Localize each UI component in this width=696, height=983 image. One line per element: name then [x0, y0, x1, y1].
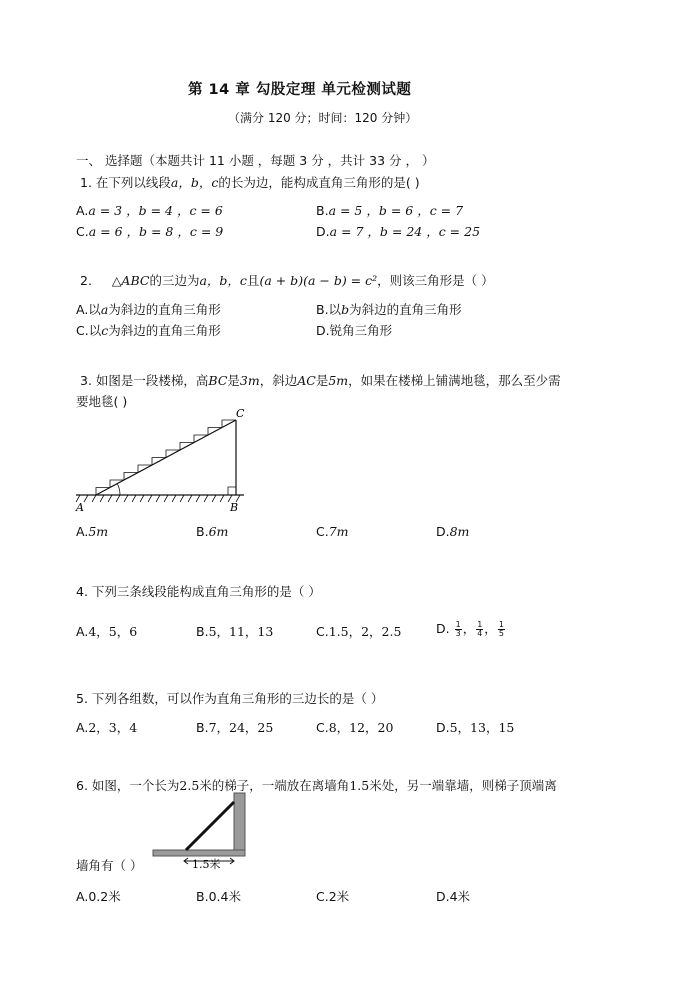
- q6-option-b[interactable]: [196, 887, 241, 905]
- q4-option-d[interactable]: D. $\frac{1}{3}$ ， $\frac{1}{4}$ ， $\frac{1}{5}$: [436, 620, 504, 638]
- question-6-stem: [76, 776, 557, 794]
- page-title: 第 14 章 勾股定理 单元检测试题: [188, 82, 412, 98]
- option-value: 8m: [449, 524, 470, 539]
- option-value: 5m: [88, 524, 109, 539]
- question-2-stem: [80, 271, 494, 289]
- q6-length: 2.5米: [179, 778, 212, 793]
- option-expr: a = 7 ，b = 24 ，c = 25: [329, 224, 481, 239]
- q2-equation: (a + b)(a − b) = c²: [259, 273, 378, 288]
- option-label: B.: [196, 524, 209, 539]
- question-5-stem: 5. 下列各组数，可以作为直角三角形的三边长的是（ ）: [76, 691, 384, 706]
- q6-option-a[interactable]: [76, 887, 121, 905]
- q2-option-c[interactable]: [76, 321, 221, 339]
- q6-option-c[interactable]: [316, 887, 349, 905]
- option-value: 6m: [208, 524, 229, 539]
- option-label: C.: [316, 624, 329, 639]
- q5-option-a[interactable]: [76, 718, 137, 736]
- q2-vars: a，b，c: [199, 273, 247, 288]
- q2-number: 2.: [80, 273, 92, 288]
- option-label: D.: [436, 524, 450, 539]
- q1-mid: 的长为边，能构成直角三角形的是( ): [218, 175, 420, 190]
- q3-text: ，如果在楼梯上铺满地毯，那么至少需: [348, 373, 561, 388]
- q3-bc: BC: [208, 373, 228, 388]
- option-value: 0.4米: [208, 889, 241, 904]
- option-text: 为斜边的直角三角形: [108, 302, 221, 317]
- option-value: 4，5，6: [88, 624, 138, 639]
- option-text: 为斜边的直角三角形: [108, 323, 221, 338]
- option-label: D.锐角三角形: [316, 323, 393, 338]
- staircase-figure: [74, 405, 254, 517]
- q3-option-d[interactable]: [436, 524, 469, 539]
- q3-option-a[interactable]: [76, 524, 108, 539]
- option-label: D.: [436, 720, 450, 735]
- q1-option-b[interactable]: [316, 201, 463, 219]
- option-expr: a = 5 ，b = 6 ，c = 7: [328, 203, 464, 218]
- option-label: D.: [436, 621, 450, 636]
- q2-option-b[interactable]: [316, 300, 462, 318]
- q2-option-a[interactable]: [76, 300, 221, 318]
- option-label: D.: [316, 224, 330, 239]
- dimension-label: 1.5米: [192, 858, 221, 871]
- option-label: C.: [316, 720, 329, 735]
- option-expr: a = 3 ，b = 4 ，c = 6: [88, 203, 223, 218]
- question-3-stem: [80, 371, 561, 389]
- q1-vars: a，b，c: [170, 175, 219, 190]
- option-value: 1.5，2，2.5: [328, 624, 402, 639]
- question-1-stem: [80, 173, 420, 191]
- q3-height: 3m: [239, 373, 260, 388]
- option-label: C.: [76, 224, 89, 239]
- q6-distance: 1.5米: [349, 778, 382, 793]
- q3-text: 是: [315, 373, 329, 388]
- q3-option-b[interactable]: [196, 524, 228, 539]
- question-4-stem: 4. 下列三条线段能构成直角三角形的是（ ）: [76, 584, 321, 599]
- option-label: A.: [76, 720, 89, 735]
- q4-option-c[interactable]: [316, 622, 401, 640]
- option-label: C.以: [76, 323, 102, 338]
- numerator: 1: [498, 620, 504, 629]
- question-6-stem-cont: 墙角有（ ）: [76, 858, 143, 873]
- q2-option-d[interactable]: [316, 321, 392, 339]
- label-b: B: [230, 501, 239, 514]
- option-value: 7m: [328, 524, 349, 539]
- q1-option-c[interactable]: [76, 222, 223, 240]
- ladder-figure: [150, 790, 260, 872]
- numerator: 1: [455, 620, 461, 629]
- q2-text: ，则该三角形是（ ）: [377, 273, 494, 288]
- q1-option-d[interactable]: [316, 222, 480, 240]
- option-value: 5，11，13: [208, 624, 274, 639]
- option-expr: a = 6 ，b = 8 ，c = 9: [88, 224, 224, 239]
- option-var: c: [101, 323, 109, 338]
- q5-option-d[interactable]: [436, 718, 514, 736]
- q3-text: 3. 如图是一段楼梯，高: [80, 373, 209, 388]
- option-label: B.以: [316, 302, 342, 317]
- option-label: D.: [436, 889, 450, 904]
- fraction: [455, 621, 462, 638]
- fraction: [476, 621, 483, 638]
- section-heading: 一、 选择题（本题共计 11 小题 ，每题 3 分 ，共计 33 分 ， ）: [76, 153, 435, 168]
- option-label: A.: [76, 524, 89, 539]
- question-3-stem-cont: 要地毯( ): [76, 394, 128, 409]
- option-label: A.以: [76, 302, 101, 317]
- option-value: 2米: [328, 889, 350, 904]
- option-label: C.: [316, 524, 329, 539]
- option-label: B.: [196, 624, 209, 639]
- q4-option-a[interactable]: [76, 622, 137, 640]
- option-label: C.: [316, 889, 329, 904]
- numerator: 1: [477, 620, 483, 629]
- page-subtitle: （满分 120 分；时间：120 分钟）: [228, 111, 418, 125]
- q2-text: 且: [246, 273, 260, 288]
- q2-triangle: △ABC: [111, 273, 150, 288]
- option-value: 5，13，15: [449, 720, 515, 735]
- q6-text: 的梯子，一端放在离墙角: [211, 778, 350, 793]
- option-label: B.: [316, 203, 329, 218]
- label-c: C: [236, 407, 245, 420]
- option-value: 8，12，20: [328, 720, 394, 735]
- option-var: a: [100, 302, 109, 317]
- q2-text: 的三边为: [149, 273, 200, 288]
- q1-prefix: 1. 在下列以线段: [80, 175, 171, 190]
- option-var: b: [341, 302, 350, 317]
- q3-slope: 5m: [328, 373, 349, 388]
- q1-option-a[interactable]: [76, 201, 223, 219]
- q3-ac: AC: [297, 373, 316, 388]
- option-label: A.: [76, 889, 89, 904]
- denominator: 5: [498, 629, 504, 638]
- option-label: A.: [76, 624, 89, 639]
- label-a: A: [76, 501, 84, 514]
- q6-text: 处，另一端靠墙，则梯子顶端离: [381, 778, 557, 793]
- fraction: [498, 621, 505, 638]
- q5-option-b[interactable]: [196, 718, 273, 736]
- option-label: B.: [196, 720, 209, 735]
- q6-text: 6. 如图，一个长为: [76, 778, 180, 793]
- q3-text: 是: [227, 373, 240, 388]
- q3-text: ，斜边: [259, 373, 298, 388]
- q4-option-b[interactable]: [196, 622, 273, 640]
- option-value: 2，3，4: [88, 720, 138, 735]
- q6-option-d[interactable]: [436, 887, 470, 905]
- option-value: 7，24，25: [208, 720, 274, 735]
- q3-option-c[interactable]: [316, 524, 349, 539]
- denominator: 3: [455, 629, 461, 638]
- option-text: 为斜边的直角三角形: [349, 302, 462, 317]
- option-value: 4米: [449, 889, 471, 904]
- q5-option-c[interactable]: [316, 718, 393, 736]
- option-label: A.: [76, 203, 89, 218]
- option-label: B.: [196, 889, 209, 904]
- denominator: 4: [477, 629, 483, 638]
- option-value: 0.2米: [88, 889, 121, 904]
